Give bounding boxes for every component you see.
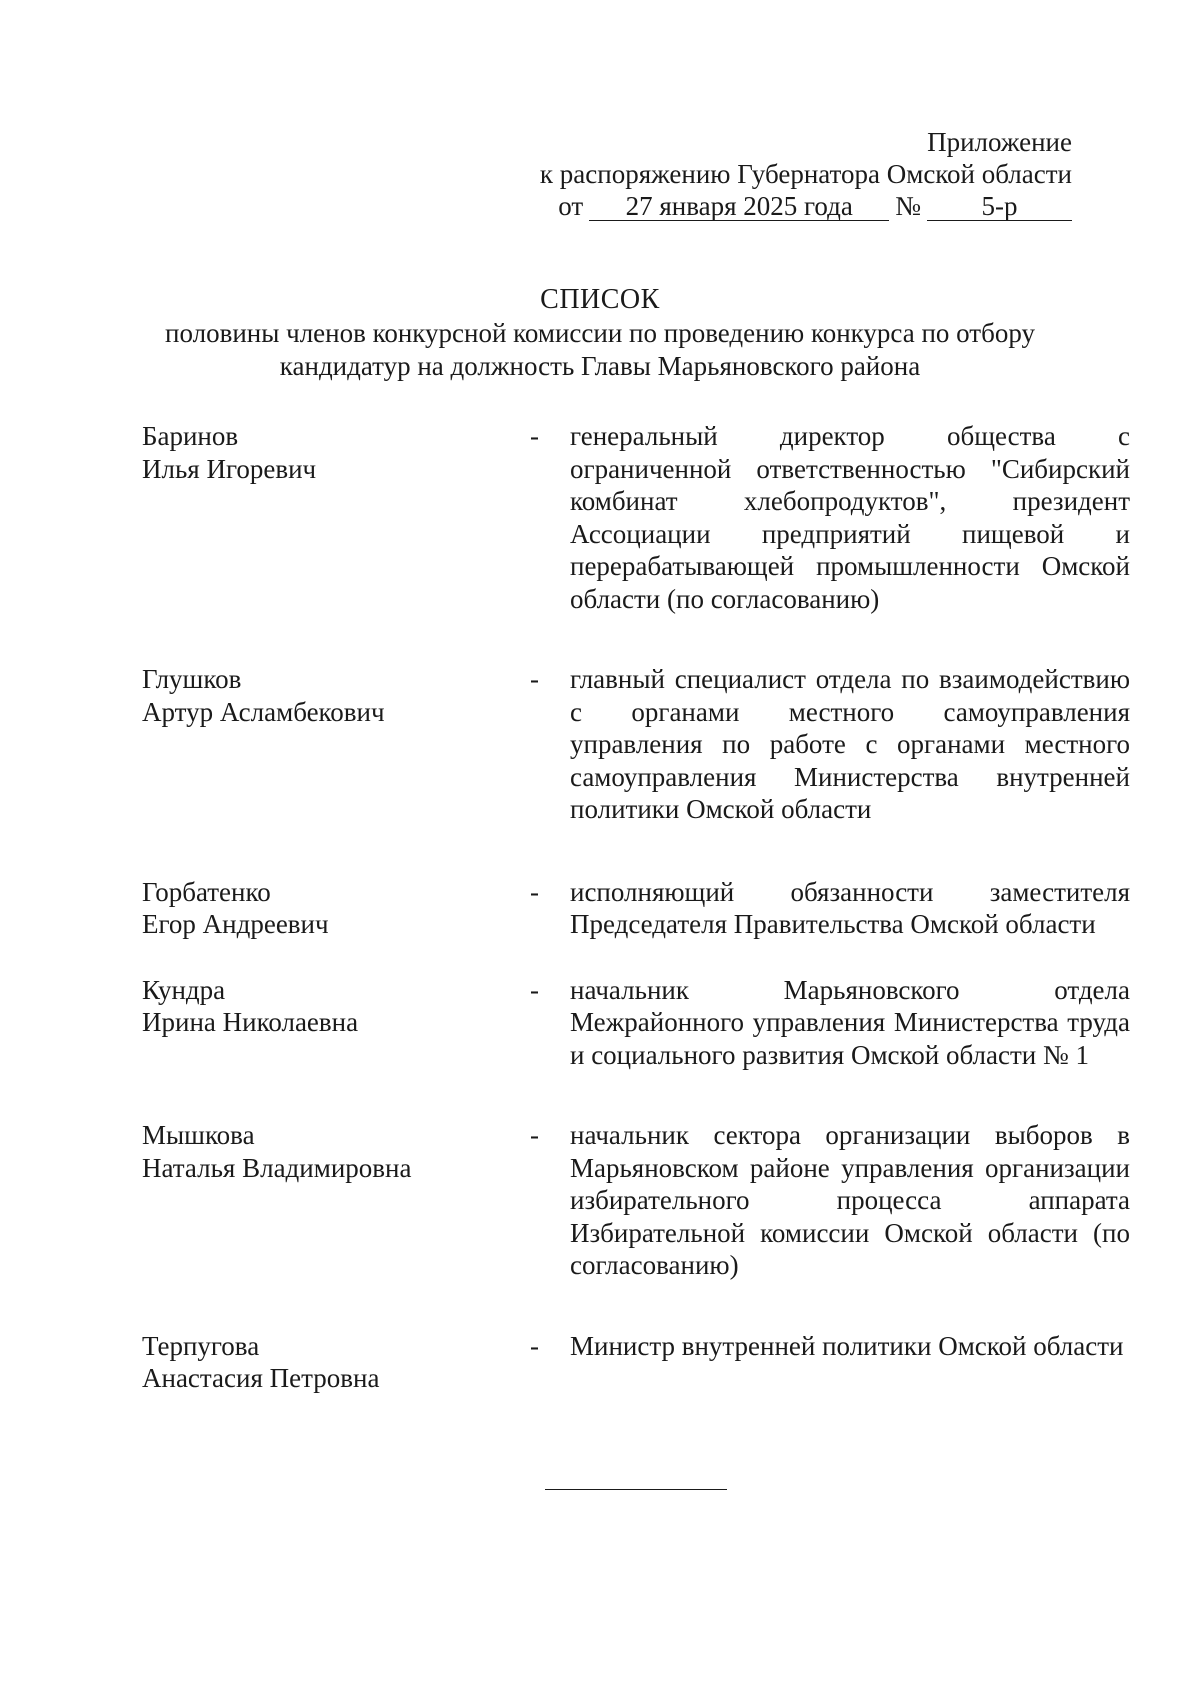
member-name: [142, 974, 527, 1039]
member-surname: Кундра: [142, 974, 226, 1005]
member-surname: Глушков: [142, 664, 242, 694]
member-entry: [142, 663, 1132, 826]
dash-separator: -: [530, 876, 539, 907]
member-name: [142, 663, 527, 728]
member-position: Министр внутренней политики Омской области: [570, 1330, 1124, 1361]
number-label: №: [895, 191, 921, 221]
appendix-header: [540, 126, 1072, 222]
dash-separator: -: [530, 974, 539, 1005]
from-label: от: [558, 191, 584, 221]
member-position: начальник Марьяновского отдела Межрайонного управления Министерства труда и социального развития Омской области № 1: [570, 974, 1130, 1070]
appendix-order-reference: к распоряжению Губернатора Омской области: [539, 159, 1072, 189]
member-position: исполняющий обязанности заместителя Председателя Правительства Омской области: [570, 876, 1130, 939]
member-given-names: Егор Андреевич: [142, 909, 329, 939]
member-given-names: Наталья Владимировна: [142, 1152, 412, 1183]
member-position: главный специалист отдела по взаимодействию с органами местного самоуправления управления по работе с органами местного самоуправления Министерства внутренней политики Омской области: [570, 664, 1130, 824]
dash-separator: -: [530, 421, 539, 451]
member-entry: [142, 876, 1132, 941]
member-surname: Мышкова: [142, 1120, 255, 1150]
member-surname: Терпугова: [142, 1330, 260, 1361]
order-date: 27 января 2025 года: [589, 192, 889, 221]
dash-separator: -: [530, 1120, 539, 1150]
member-surname: Горбатенко: [142, 876, 271, 907]
member-entry: [142, 974, 1132, 1072]
member-given-names: Ирина Николаевна: [142, 1007, 359, 1037]
member-given-names: Илья Игоревич: [142, 453, 317, 484]
member-position: генеральный директор общества с ограниченной ответственностью "Сибирский комбинат хлебопродуктов", президент Ассоциации предприятий пищевой и перерабатывающей промышленности Омской области (по согласованию): [570, 421, 1130, 614]
member-given-names: Артур Асламбекович: [142, 696, 385, 727]
member-name: [142, 1330, 527, 1395]
member-name: [142, 1119, 527, 1184]
appendix-label: Приложение: [927, 127, 1072, 157]
list-subtitle-line-2: кандидатур на должность Главы Марьяновского района: [279, 351, 921, 381]
dash-separator: -: [530, 664, 539, 694]
list-subtitle-line-1: половины членов конкурсной комиссии по проведению конкурса по отбору: [165, 318, 1035, 348]
member-position: начальник сектора организации выборов в Марьяновском районе управления организации избирательного процесса аппарата Избирательной комиссии Омской области (по согласованию): [570, 1120, 1130, 1280]
list-title: СПИСОК: [540, 284, 660, 315]
member-given-names: Анастасия Петровна: [142, 1363, 380, 1393]
list-heading: [0, 283, 1200, 383]
order-number: 5-р: [927, 192, 1072, 221]
member-entry: [142, 1330, 1132, 1395]
appendix-date-line: [540, 190, 1072, 222]
dash-separator: -: [530, 1330, 539, 1361]
member-entry: [142, 1119, 1132, 1282]
member-surname: Баринов: [142, 421, 239, 451]
member-entry: [142, 420, 1132, 615]
member-name: [142, 420, 527, 485]
members-list: [142, 420, 1132, 1395]
end-of-list-rule: [545, 1489, 727, 1490]
member-name: [142, 876, 527, 941]
